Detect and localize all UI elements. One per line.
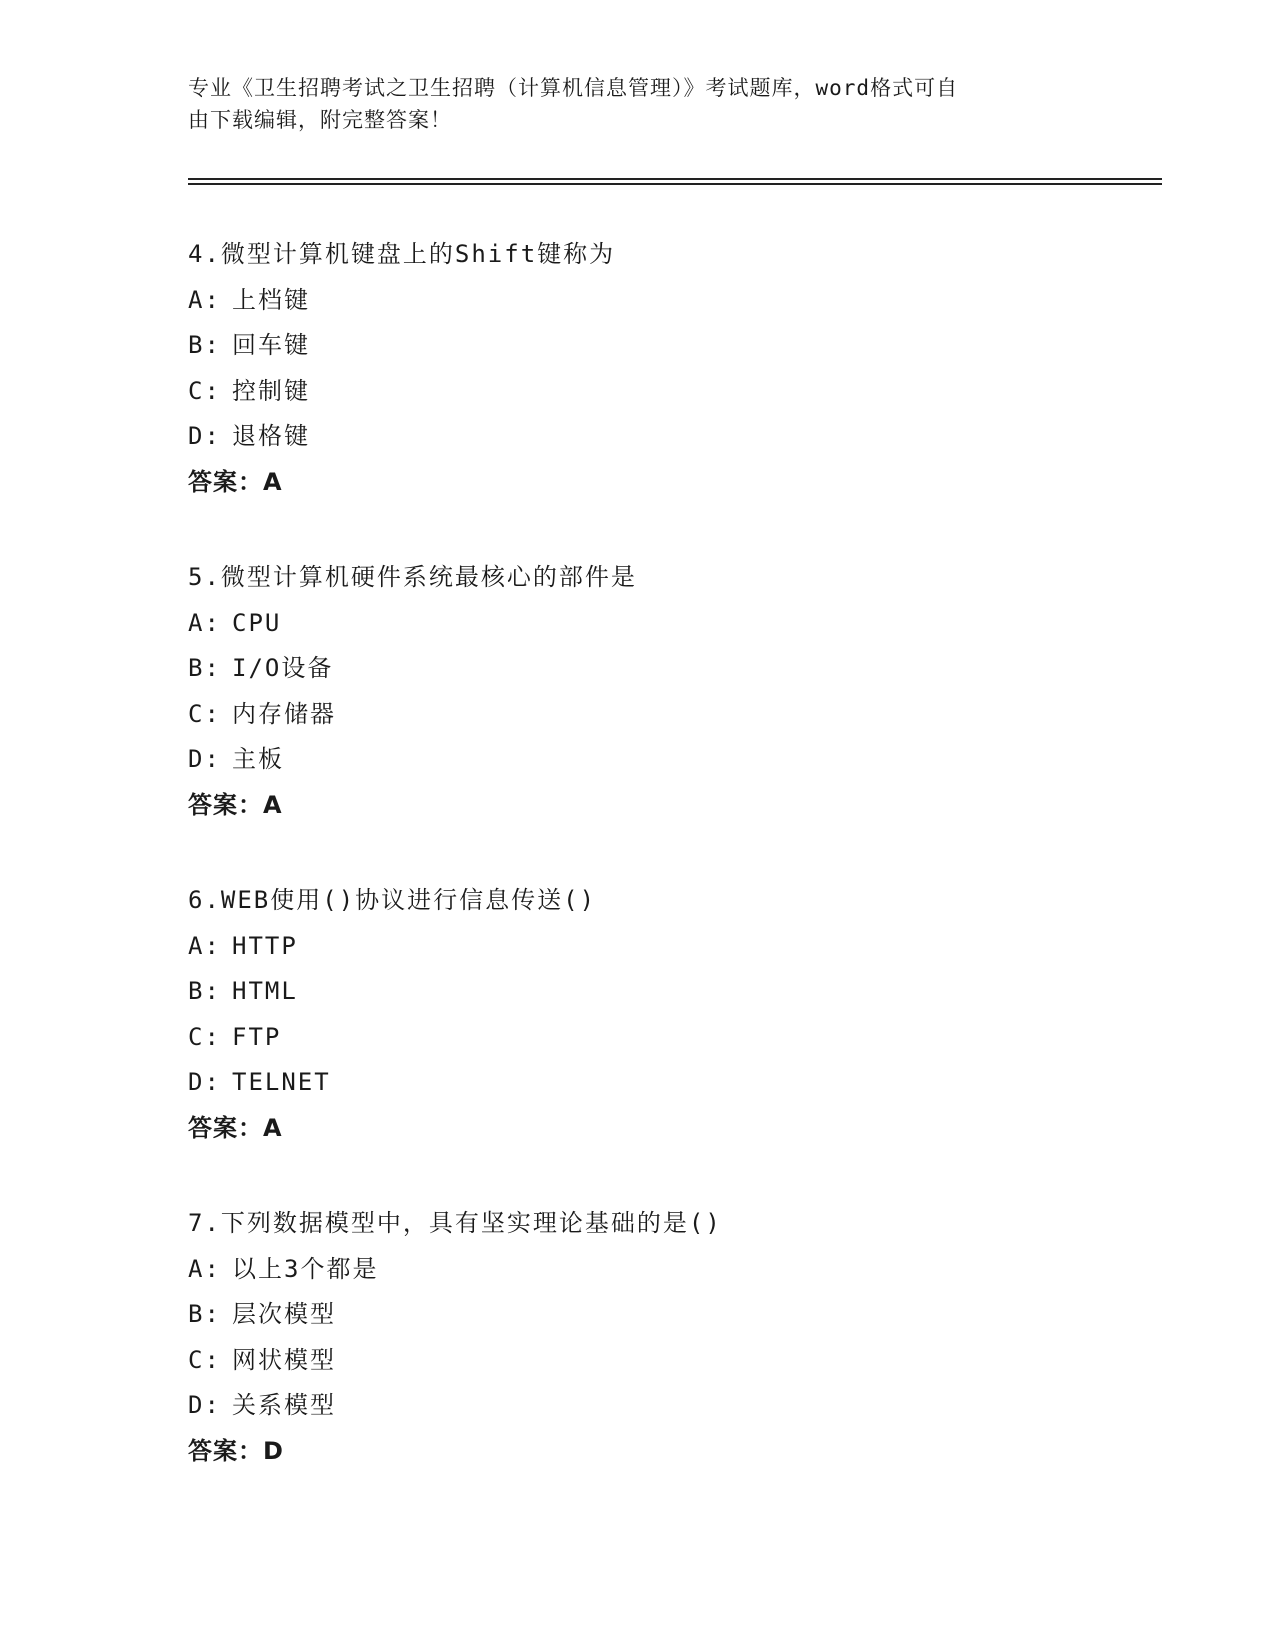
question-6	[188, 878, 1162, 1151]
option-text: TELNET	[232, 1068, 331, 1096]
option-d	[188, 737, 1162, 783]
option-text: HTML	[232, 977, 298, 1005]
option-c	[188, 692, 1162, 738]
option-a	[188, 924, 1162, 970]
option-letter: D:	[188, 745, 221, 773]
question-list	[188, 232, 1162, 1524]
option-text: 层次模型	[232, 1300, 336, 1328]
answer-line: 答案：D	[188, 1436, 284, 1465]
option-d	[188, 1060, 1162, 1106]
option-text: 退格键	[232, 422, 310, 450]
answer-line: 答案：A	[188, 1113, 283, 1142]
header-divider-bottom	[188, 183, 1162, 185]
option-letter: B:	[188, 977, 221, 1005]
option-b	[188, 323, 1162, 369]
option-d	[188, 414, 1162, 460]
option-text: 内存储器	[232, 699, 336, 728]
option-c	[188, 1338, 1162, 1384]
option-letter: D:	[188, 422, 221, 450]
option-text: FTP	[232, 1022, 282, 1051]
question-title: 6.WEB使用()协议进行信息传送()	[188, 886, 597, 914]
option-letter: C:	[188, 376, 221, 405]
header-line-2: 由下载编辑，附完整答案！	[188, 108, 452, 132]
answer-line: 答案：A	[188, 467, 283, 496]
option-letter: A:	[188, 1254, 221, 1283]
option-letter: B:	[188, 1300, 221, 1328]
question-4	[188, 232, 1162, 505]
option-text: HTTP	[232, 931, 298, 960]
option-letter: A:	[188, 285, 221, 314]
answer-line: 答案：A	[188, 790, 283, 819]
header-line-1: 专业《卫生招聘考试之卫生招聘（计算机信息管理）》考试题库，word格式可自	[188, 76, 959, 100]
option-text: 主板	[232, 745, 284, 773]
option-letter: C:	[188, 1345, 221, 1374]
option-c	[188, 369, 1162, 415]
option-b	[188, 646, 1162, 692]
option-letter: C:	[188, 699, 221, 728]
question-5	[188, 555, 1162, 828]
option-letter: C:	[188, 1022, 221, 1051]
question-title: 7.下列数据模型中，具有坚实理论基础的是()	[188, 1209, 722, 1237]
option-b	[188, 969, 1162, 1015]
option-letter: A:	[188, 608, 221, 637]
option-letter: B:	[188, 331, 221, 359]
option-text: 以上3个都是	[232, 1254, 379, 1283]
option-text: 回车键	[232, 331, 310, 359]
option-a	[188, 601, 1162, 647]
option-text: CPU	[232, 608, 282, 637]
option-c	[188, 1015, 1162, 1061]
question-title: 4.微型计算机键盘上的Shift键称为	[188, 240, 616, 268]
option-letter: A:	[188, 931, 221, 960]
option-text: 关系模型	[232, 1391, 336, 1419]
option-b	[188, 1292, 1162, 1338]
question-title: 5.微型计算机硬件系统最核心的部件是	[188, 563, 637, 591]
option-a	[188, 278, 1162, 324]
option-text: 控制键	[232, 376, 310, 405]
question-7	[188, 1201, 1162, 1474]
option-letter: D:	[188, 1068, 221, 1096]
document-header	[188, 72, 1088, 136]
option-letter: D:	[188, 1391, 221, 1419]
option-text: 上档键	[232, 285, 310, 314]
option-letter: B:	[188, 654, 221, 682]
option-a	[188, 1247, 1162, 1293]
header-divider-top	[188, 178, 1162, 180]
option-text: I/O设备	[232, 654, 334, 682]
option-d	[188, 1383, 1162, 1429]
option-text: 网状模型	[232, 1345, 336, 1374]
